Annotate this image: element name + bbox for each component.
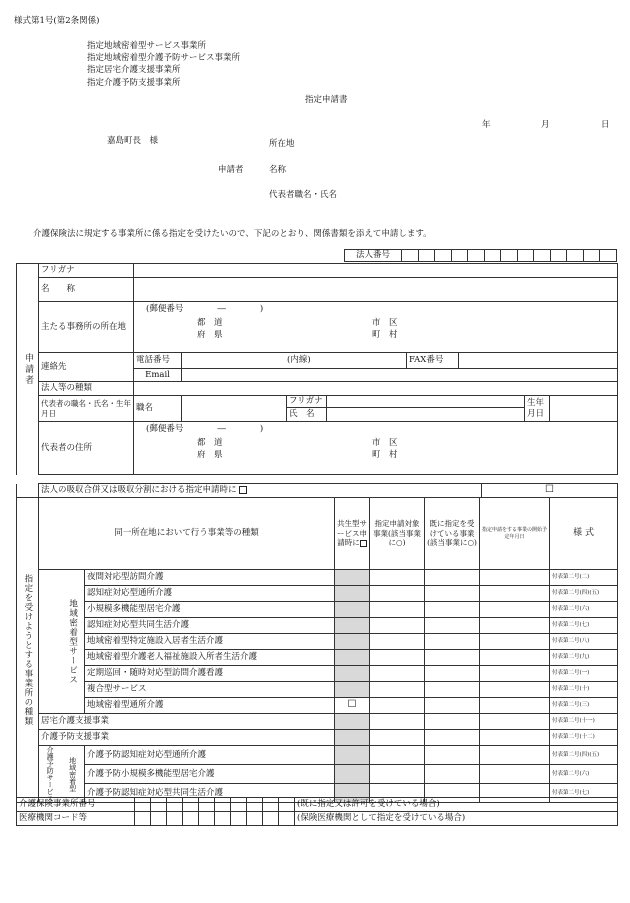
form-header: 様 式 — [550, 498, 618, 570]
insurance-number-note: (既に指定又は許可を受けている場合) — [295, 798, 618, 812]
services-main-header: 同一所在地において行う事業等の種類 — [39, 498, 335, 570]
corp-digit[interactable] — [402, 250, 419, 262]
furigana-label: フリガナ — [39, 264, 134, 278]
medical-code-label: 医療機関コード等 — [17, 812, 135, 826]
service-form: 付表第二号(七) — [550, 618, 618, 634]
service-name: 夜間対応型訪問介護 — [85, 570, 335, 586]
prevention-outer-label: 介護予防サービス — [39, 746, 61, 803]
contact-label: 連絡先 — [39, 353, 134, 382]
existing-header: 既に指定を受けている事業(該当事業に○) — [425, 498, 480, 570]
service-row — [17, 618, 618, 634]
service-form: 付表第二号(九) — [550, 650, 618, 666]
service-name: 認知症対応型通所介護 — [85, 586, 335, 602]
service-name: 居宅介護支援事業 — [39, 714, 335, 730]
rep-name-input[interactable] — [327, 408, 525, 422]
service-name: 介護予防小規模多機能型居宅介護 — [85, 765, 335, 784]
corporate-number-label: 法人番号 — [345, 250, 402, 262]
service-row — [17, 698, 618, 714]
office-address-input[interactable] — [134, 302, 618, 353]
office-label: 主たる事務所の所在地 — [39, 302, 134, 353]
service-form: 付表第二号(一) — [550, 666, 618, 682]
rep-postal-label: (郵便番号 ― ) — [146, 424, 264, 434]
business-type-3: 指定居宅介護支援事業所 — [87, 65, 181, 75]
kyosei-header-check — [360, 540, 367, 547]
service-form: 付表第二号(四)(五) — [550, 746, 618, 765]
service-name: 地域密着型特定施設入居者生活介護 — [85, 634, 335, 650]
form-number: 様式第1号(第2条関係) — [14, 16, 100, 26]
medical-code-note: (保険医療機関として指定を受けている場合) — [295, 812, 618, 826]
corporate-number-row — [344, 249, 617, 262]
service-form: 付表第二号(十二) — [550, 730, 618, 746]
rep-city-label-1: 市 区 — [372, 438, 398, 448]
rep-address-input[interactable] — [134, 422, 618, 475]
date-month: 月 — [541, 120, 550, 130]
community-label: 地域密着型サービス — [61, 570, 85, 714]
services-section-label: 指定を受けようとする事業所の種類 — [17, 498, 39, 803]
service-form: 付表第二号(二) — [550, 570, 618, 586]
service-form: 付表第二号(四)(五) — [550, 586, 618, 602]
recipient: 嘉島町長 様 — [107, 136, 159, 146]
service-row — [17, 714, 618, 730]
city-label-2: 町 村 — [372, 330, 398, 340]
kyosei-checkbox[interactable]: ☐ — [335, 698, 370, 714]
name-input[interactable] — [134, 278, 618, 302]
service-row — [17, 570, 618, 586]
services-table — [16, 497, 618, 803]
representative-label: 代表者職名・氏名 — [269, 190, 338, 200]
service-row — [17, 746, 618, 765]
rep-address-label: 代表者の住所 — [39, 422, 134, 475]
service-row — [17, 650, 618, 666]
service-name: 地域密着型通所介護 — [85, 698, 335, 714]
service-form: 付表第二号(六) — [550, 765, 618, 784]
rep-pref-label-2: 府 県 — [197, 450, 223, 460]
merger-checkbox[interactable]: ☐ — [482, 484, 618, 498]
business-type-4: 指定介護予防支援事業所 — [87, 78, 181, 88]
fax-input[interactable] — [459, 353, 618, 369]
service-row — [17, 730, 618, 746]
applicant-table — [16, 263, 618, 475]
service-row — [17, 602, 618, 618]
email-input[interactable] — [182, 369, 618, 382]
application-statement: 介護保険法に規定する事業所に係る指定を受けたいので、下記のとおり、関係書類を添えて申請します。 — [33, 229, 432, 239]
rep-furigana-input[interactable] — [327, 396, 525, 408]
service-form: 付表第二号(六) — [550, 602, 618, 618]
location-label: 所在地 — [269, 139, 295, 149]
service-row — [17, 666, 618, 682]
prevention-inner-label: 地域密着型 — [61, 746, 85, 803]
name-label: 名称 — [269, 165, 287, 175]
merger-check-sample — [239, 486, 247, 494]
rep-furigana-label: フリガナ — [287, 396, 327, 408]
insurance-number-label: 介護保険事業所番号 — [17, 798, 135, 812]
job-title-label: 職名 — [134, 396, 182, 422]
service-row — [17, 586, 618, 602]
job-title-input[interactable] — [182, 396, 287, 422]
date-year: 年 — [482, 120, 491, 130]
merger-label: 法人の吸収合併又は吸収分割における指定申請時に — [41, 485, 237, 496]
city-label-1: 市 区 — [372, 318, 398, 328]
fax-label: FAX番号 — [407, 353, 459, 369]
service-name: 小規模多機能型居宅介護 — [85, 602, 335, 618]
business-type-2: 指定地域密着型介護予防サービス事業所 — [87, 53, 241, 63]
rep-pref-label-1: 都 道 — [197, 438, 223, 448]
applicant-section-label: 申請者 — [17, 264, 39, 475]
birth-input[interactable] — [550, 396, 618, 422]
service-form: 付表第二号(八) — [550, 634, 618, 650]
furigana-input[interactable] — [134, 264, 618, 278]
service-name: 定期巡回・随時対応型訪問介護看護 — [85, 666, 335, 682]
business-type-1: 指定地域密着型サービス事業所 — [87, 41, 207, 51]
date-day: 日 — [601, 120, 610, 130]
footer-table — [16, 797, 618, 826]
name-label: 名 称 — [39, 278, 134, 302]
service-row — [17, 634, 618, 650]
email-label: Email — [134, 369, 182, 382]
service-form: 付表第二号(十一) — [550, 714, 618, 730]
tel-ext-label: (内線) — [182, 353, 407, 369]
service-name: 介護予防認知症対応型通所介護 — [85, 746, 335, 765]
service-form: 付表第二号(十) — [550, 682, 618, 698]
document-title: 指定申請書 — [305, 95, 348, 105]
pref-label-1: 都 道 — [197, 318, 223, 328]
tel-label: 電話番号 — [134, 353, 182, 369]
target-header: 指定申請対象事業(該当事業に○) — [370, 498, 425, 570]
service-name: 複合型サービス — [85, 682, 335, 698]
service-form: 付表第二号(七) — [550, 784, 618, 803]
corp-type-input[interactable] — [134, 382, 618, 396]
service-name: 介護予防支援事業 — [39, 730, 335, 746]
applicant-label: 申請者 — [218, 165, 244, 175]
rep-info-label: 代表者の職名・氏名・生年月日 — [39, 396, 134, 422]
service-row — [17, 682, 618, 698]
corp-type-label: 法人等の種類 — [39, 382, 134, 396]
postal-code-label: (郵便番号 ― ) — [146, 304, 264, 314]
rep-city-label-2: 町 村 — [372, 450, 398, 460]
birth-label: 生年月日 — [525, 396, 550, 422]
service-name: 地域密着型介護老人福祉施設入所者生活介護 — [85, 650, 335, 666]
start-date-header: 指定申請をする事業の開始予定年月日 — [480, 498, 550, 570]
service-name: 認知症対応型共同生活介護 — [85, 618, 335, 634]
pref-label-2: 府 県 — [197, 330, 223, 340]
kyosei-header: 共生型サービス申請時に — [337, 519, 368, 548]
merger-row — [16, 483, 618, 498]
service-form: 付表第二号(三) — [550, 698, 618, 714]
service-row — [17, 765, 618, 784]
service-name: 介護予防認知症対応型共同生活介護 — [85, 784, 335, 803]
rep-name-label: 氏 名 — [287, 408, 327, 422]
